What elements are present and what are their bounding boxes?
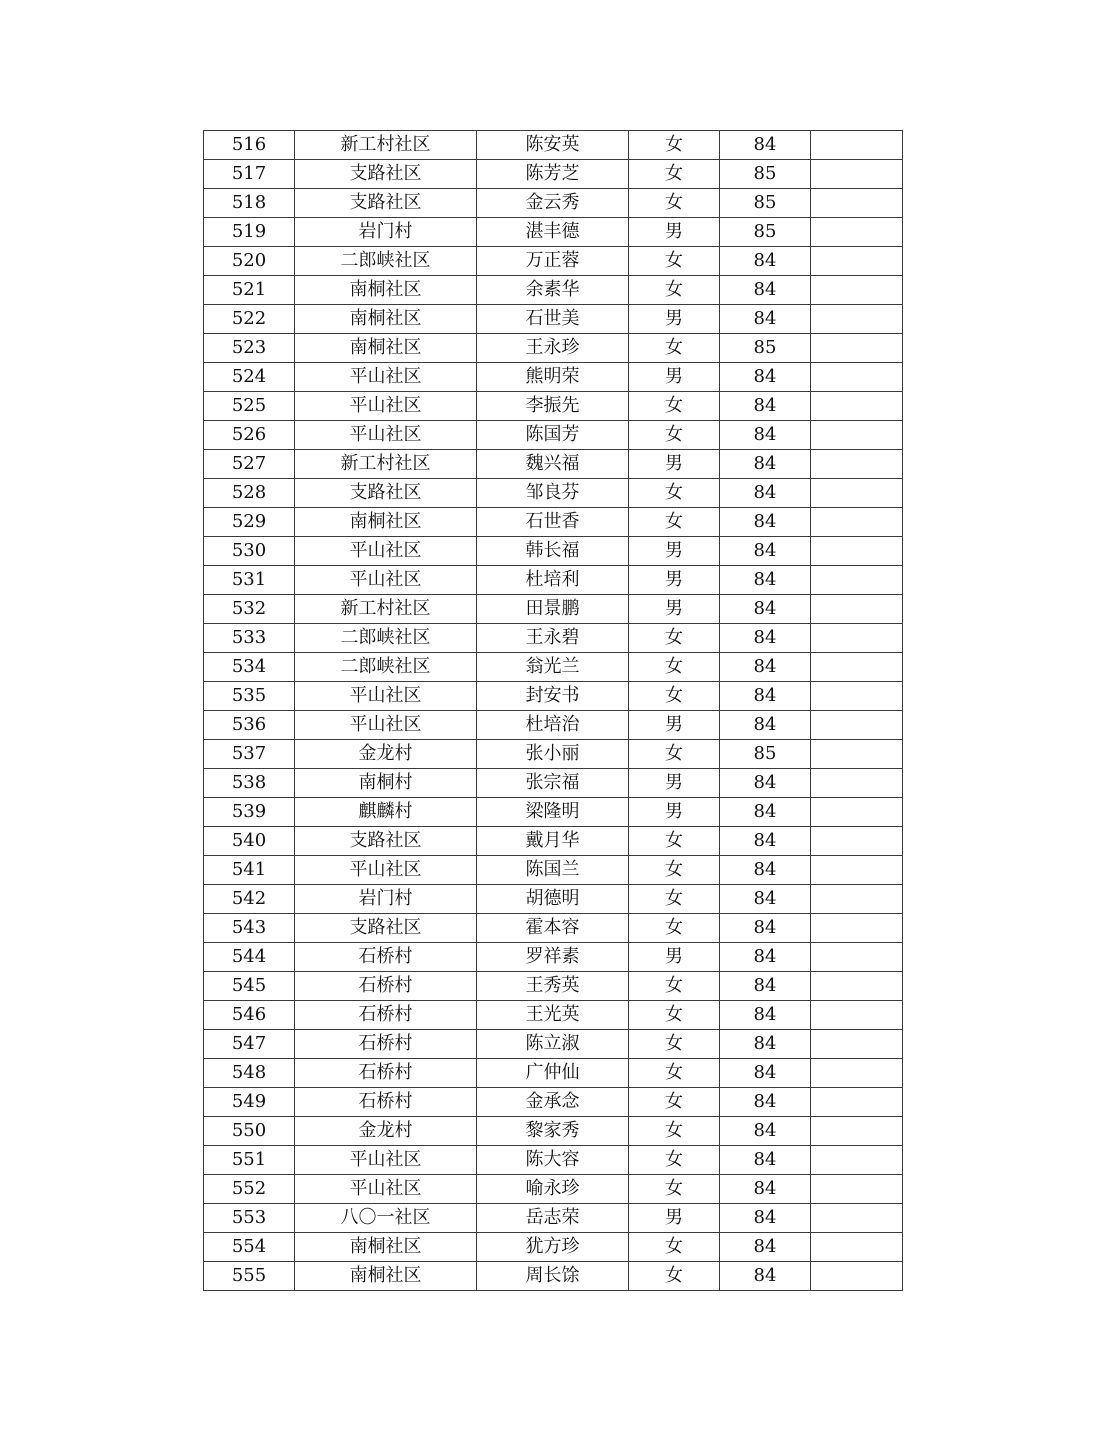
cell-name: 陈国芳 [477, 421, 629, 450]
cell-sex: 男 [629, 305, 720, 334]
cell-sex: 女 [629, 1088, 720, 1117]
cell-age: 84 [720, 595, 811, 624]
cell-sex: 女 [629, 1030, 720, 1059]
cell-number: 540 [204, 827, 295, 856]
cell-number: 539 [204, 798, 295, 827]
cell-sex: 男 [629, 798, 720, 827]
cell-age: 84 [720, 131, 811, 160]
table-row [204, 247, 903, 276]
cell-community: 石桥村 [295, 1001, 477, 1030]
cell-name: 金承念 [477, 1088, 629, 1117]
cell-note [811, 276, 903, 305]
cell-name: 霍本容 [477, 914, 629, 943]
cell-age: 84 [720, 682, 811, 711]
cell-age: 84 [720, 508, 811, 537]
cell-name: 杜培治 [477, 711, 629, 740]
cell-community: 平山社区 [295, 566, 477, 595]
cell-community: 南桐社区 [295, 1233, 477, 1262]
cell-sex: 女 [629, 1059, 720, 1088]
cell-number: 523 [204, 334, 295, 363]
cell-age: 84 [720, 856, 811, 885]
cell-sex: 女 [629, 682, 720, 711]
cell-note [811, 218, 903, 247]
cell-note [811, 1146, 903, 1175]
cell-note [811, 653, 903, 682]
cell-name: 广仲仙 [477, 1059, 629, 1088]
table-row [204, 1262, 903, 1291]
table-row [204, 1030, 903, 1059]
cell-age: 84 [720, 914, 811, 943]
cell-name: 石世美 [477, 305, 629, 334]
cell-sex: 女 [629, 1117, 720, 1146]
cell-age: 84 [720, 1262, 811, 1291]
cell-community: 石桥村 [295, 972, 477, 1001]
table-row [204, 1175, 903, 1204]
cell-sex: 男 [629, 595, 720, 624]
cell-number: 517 [204, 160, 295, 189]
cell-sex: 女 [629, 885, 720, 914]
cell-community: 南桐社区 [295, 334, 477, 363]
cell-community: 支路社区 [295, 914, 477, 943]
table-row [204, 1146, 903, 1175]
table-row [204, 131, 903, 160]
cell-note [811, 131, 903, 160]
cell-name: 陈芳芝 [477, 160, 629, 189]
table-row [204, 363, 903, 392]
cell-note [811, 450, 903, 479]
cell-community: 八〇一社区 [295, 1204, 477, 1233]
cell-age: 84 [720, 1088, 811, 1117]
table-row [204, 508, 903, 537]
cell-community: 平山社区 [295, 1146, 477, 1175]
cell-community: 平山社区 [295, 392, 477, 421]
table-row [204, 972, 903, 1001]
cell-community: 平山社区 [295, 682, 477, 711]
cell-number: 533 [204, 624, 295, 653]
cell-name: 魏兴福 [477, 450, 629, 479]
cell-number: 555 [204, 1262, 295, 1291]
cell-number: 534 [204, 653, 295, 682]
cell-number: 516 [204, 131, 295, 160]
cell-name: 翁光兰 [477, 653, 629, 682]
cell-age: 85 [720, 189, 811, 218]
cell-community: 支路社区 [295, 479, 477, 508]
cell-note [811, 827, 903, 856]
cell-name: 罗祥素 [477, 943, 629, 972]
cell-sex: 女 [629, 131, 720, 160]
cell-community: 麒麟村 [295, 798, 477, 827]
cell-note [811, 1204, 903, 1233]
cell-name: 梁隆明 [477, 798, 629, 827]
cell-note [811, 943, 903, 972]
cell-age: 84 [720, 1001, 811, 1030]
cell-age: 84 [720, 450, 811, 479]
cell-name: 陈安英 [477, 131, 629, 160]
cell-name: 王永珍 [477, 334, 629, 363]
cell-number: 519 [204, 218, 295, 247]
cell-age: 84 [720, 943, 811, 972]
cell-sex: 男 [629, 769, 720, 798]
cell-sex: 女 [629, 856, 720, 885]
cell-name: 岳志荣 [477, 1204, 629, 1233]
cell-sex: 男 [629, 450, 720, 479]
cell-age: 84 [720, 1117, 811, 1146]
cell-name: 邹良芬 [477, 479, 629, 508]
cell-number: 544 [204, 943, 295, 972]
cell-name: 陈大容 [477, 1146, 629, 1175]
cell-name: 陈立淑 [477, 1030, 629, 1059]
cell-note [811, 1117, 903, 1146]
table-row [204, 421, 903, 450]
cell-community: 南桐社区 [295, 1262, 477, 1291]
cell-name: 陈国兰 [477, 856, 629, 885]
cell-name: 周长馀 [477, 1262, 629, 1291]
cell-number: 543 [204, 914, 295, 943]
table-row [204, 160, 903, 189]
cell-age: 84 [720, 276, 811, 305]
table-row [204, 624, 903, 653]
table-row [204, 392, 903, 421]
cell-note [811, 392, 903, 421]
cell-community: 石桥村 [295, 1030, 477, 1059]
roster-table-body [204, 131, 903, 1291]
cell-note [811, 508, 903, 537]
table-row [204, 334, 903, 363]
cell-age: 84 [720, 1030, 811, 1059]
cell-number: 531 [204, 566, 295, 595]
cell-note [811, 1030, 903, 1059]
table-row [204, 653, 903, 682]
table-row [204, 740, 903, 769]
cell-age: 84 [720, 1175, 811, 1204]
cell-number: 546 [204, 1001, 295, 1030]
cell-sex: 女 [629, 653, 720, 682]
cell-age: 84 [720, 653, 811, 682]
cell-name: 李振先 [477, 392, 629, 421]
cell-sex: 男 [629, 537, 720, 566]
cell-age: 84 [720, 972, 811, 1001]
cell-number: 550 [204, 1117, 295, 1146]
cell-age: 84 [720, 1146, 811, 1175]
cell-number: 526 [204, 421, 295, 450]
cell-note [811, 1059, 903, 1088]
cell-note [811, 740, 903, 769]
cell-community: 南桐村 [295, 769, 477, 798]
cell-note [811, 334, 903, 363]
cell-note [811, 1088, 903, 1117]
cell-number: 552 [204, 1175, 295, 1204]
cell-community: 二郎峡社区 [295, 653, 477, 682]
cell-sex: 女 [629, 1262, 720, 1291]
cell-note [811, 885, 903, 914]
cell-note [811, 769, 903, 798]
cell-community: 金龙村 [295, 1117, 477, 1146]
cell-sex: 女 [629, 972, 720, 1001]
cell-community: 新工村社区 [295, 595, 477, 624]
table-row [204, 711, 903, 740]
cell-name: 胡德明 [477, 885, 629, 914]
cell-name: 王永碧 [477, 624, 629, 653]
cell-name: 封安书 [477, 682, 629, 711]
cell-sex: 男 [629, 711, 720, 740]
cell-number: 537 [204, 740, 295, 769]
cell-community: 石桥村 [295, 1088, 477, 1117]
cell-sex: 女 [629, 160, 720, 189]
cell-note [811, 479, 903, 508]
cell-community: 平山社区 [295, 1175, 477, 1204]
cell-note [811, 1233, 903, 1262]
cell-number: 547 [204, 1030, 295, 1059]
cell-age: 84 [720, 1204, 811, 1233]
cell-sex: 女 [629, 914, 720, 943]
cell-note [811, 363, 903, 392]
table-row [204, 1117, 903, 1146]
cell-community: 新工村社区 [295, 450, 477, 479]
cell-sex: 男 [629, 566, 720, 595]
cell-age: 84 [720, 392, 811, 421]
table-row [204, 218, 903, 247]
cell-number: 520 [204, 247, 295, 276]
cell-number: 528 [204, 479, 295, 508]
table-row [204, 1204, 903, 1233]
cell-number: 532 [204, 595, 295, 624]
cell-number: 522 [204, 305, 295, 334]
cell-age: 85 [720, 218, 811, 247]
cell-community: 岩门村 [295, 885, 477, 914]
cell-number: 542 [204, 885, 295, 914]
cell-community: 岩门村 [295, 218, 477, 247]
cell-sex: 女 [629, 334, 720, 363]
table-row [204, 798, 903, 827]
cell-community: 平山社区 [295, 711, 477, 740]
cell-note [811, 595, 903, 624]
cell-note [811, 566, 903, 595]
table-row [204, 682, 903, 711]
cell-sex: 女 [629, 479, 720, 508]
cell-age: 84 [720, 537, 811, 566]
cell-sex: 女 [629, 247, 720, 276]
cell-note [811, 1175, 903, 1204]
cell-note [811, 972, 903, 1001]
table-row [204, 566, 903, 595]
cell-community: 二郎峡社区 [295, 247, 477, 276]
cell-number: 538 [204, 769, 295, 798]
cell-age: 84 [720, 1233, 811, 1262]
table-row [204, 189, 903, 218]
cell-note [811, 1001, 903, 1030]
cell-age: 84 [720, 885, 811, 914]
cell-name: 石世香 [477, 508, 629, 537]
cell-number: 527 [204, 450, 295, 479]
cell-age: 84 [720, 798, 811, 827]
cell-name: 王光英 [477, 1001, 629, 1030]
table-row [204, 479, 903, 508]
cell-name: 犹方珍 [477, 1233, 629, 1262]
table-row [204, 885, 903, 914]
cell-age: 85 [720, 160, 811, 189]
roster-table [203, 130, 903, 1291]
cell-number: 518 [204, 189, 295, 218]
cell-sex: 男 [629, 943, 720, 972]
cell-name: 湛丰德 [477, 218, 629, 247]
cell-age: 85 [720, 740, 811, 769]
table-row [204, 305, 903, 334]
cell-sex: 女 [629, 508, 720, 537]
table-row [204, 276, 903, 305]
cell-community: 支路社区 [295, 189, 477, 218]
cell-number: 551 [204, 1146, 295, 1175]
table-row [204, 769, 903, 798]
cell-note [811, 711, 903, 740]
cell-number: 524 [204, 363, 295, 392]
cell-sex: 女 [629, 1233, 720, 1262]
table-row [204, 943, 903, 972]
cell-name: 戴月华 [477, 827, 629, 856]
cell-community: 平山社区 [295, 363, 477, 392]
cell-age: 84 [720, 624, 811, 653]
cell-community: 石桥村 [295, 1059, 477, 1088]
cell-note [811, 856, 903, 885]
cell-name: 熊明荣 [477, 363, 629, 392]
cell-number: 554 [204, 1233, 295, 1262]
cell-name: 张小丽 [477, 740, 629, 769]
cell-sex: 女 [629, 827, 720, 856]
cell-sex: 女 [629, 1175, 720, 1204]
cell-number: 536 [204, 711, 295, 740]
cell-number: 541 [204, 856, 295, 885]
table-row [204, 1059, 903, 1088]
cell-number: 529 [204, 508, 295, 537]
cell-number: 545 [204, 972, 295, 1001]
cell-community: 新工村社区 [295, 131, 477, 160]
cell-number: 553 [204, 1204, 295, 1233]
cell-community: 南桐社区 [295, 508, 477, 537]
table-row [204, 856, 903, 885]
cell-age: 84 [720, 1059, 811, 1088]
cell-number: 548 [204, 1059, 295, 1088]
cell-community: 石桥村 [295, 943, 477, 972]
table-row [204, 1088, 903, 1117]
cell-sex: 女 [629, 276, 720, 305]
cell-note [811, 537, 903, 566]
cell-name: 王秀英 [477, 972, 629, 1001]
cell-sex: 女 [629, 1001, 720, 1030]
table-row [204, 1233, 903, 1262]
cell-note [811, 798, 903, 827]
cell-note [811, 624, 903, 653]
cell-name: 万正蓉 [477, 247, 629, 276]
cell-community: 平山社区 [295, 537, 477, 566]
cell-sex: 男 [629, 363, 720, 392]
cell-sex: 女 [629, 421, 720, 450]
cell-age: 84 [720, 566, 811, 595]
cell-number: 530 [204, 537, 295, 566]
cell-name: 韩长福 [477, 537, 629, 566]
table-row [204, 914, 903, 943]
cell-note [811, 189, 903, 218]
cell-age: 84 [720, 827, 811, 856]
cell-community: 金龙村 [295, 740, 477, 769]
table-row [204, 450, 903, 479]
cell-number: 535 [204, 682, 295, 711]
table-row [204, 595, 903, 624]
cell-community: 南桐社区 [295, 305, 477, 334]
cell-community: 平山社区 [295, 856, 477, 885]
table-row [204, 827, 903, 856]
cell-number: 525 [204, 392, 295, 421]
cell-sex: 男 [629, 218, 720, 247]
cell-note [811, 421, 903, 450]
cell-name: 田景鹏 [477, 595, 629, 624]
cell-sex: 女 [629, 740, 720, 769]
cell-name: 黎家秀 [477, 1117, 629, 1146]
cell-name: 金云秀 [477, 189, 629, 218]
table-row [204, 1001, 903, 1030]
cell-number: 521 [204, 276, 295, 305]
cell-number: 549 [204, 1088, 295, 1117]
cell-age: 84 [720, 421, 811, 450]
cell-age: 84 [720, 479, 811, 508]
cell-community: 支路社区 [295, 160, 477, 189]
cell-name: 余素华 [477, 276, 629, 305]
cell-community: 二郎峡社区 [295, 624, 477, 653]
cell-community: 支路社区 [295, 827, 477, 856]
cell-note [811, 682, 903, 711]
cell-age: 84 [720, 363, 811, 392]
cell-age: 84 [720, 711, 811, 740]
cell-name: 张宗福 [477, 769, 629, 798]
cell-note [811, 160, 903, 189]
cell-note [811, 305, 903, 334]
cell-age: 84 [720, 305, 811, 334]
cell-sex: 女 [629, 624, 720, 653]
cell-community: 平山社区 [295, 421, 477, 450]
cell-note [811, 914, 903, 943]
cell-sex: 女 [629, 189, 720, 218]
cell-note [811, 1262, 903, 1291]
cell-community: 南桐社区 [295, 276, 477, 305]
cell-name: 杜培利 [477, 566, 629, 595]
cell-age: 85 [720, 334, 811, 363]
cell-note [811, 247, 903, 276]
cell-age: 84 [720, 769, 811, 798]
cell-sex: 女 [629, 392, 720, 421]
cell-sex: 女 [629, 1146, 720, 1175]
cell-age: 84 [720, 247, 811, 276]
cell-sex: 男 [629, 1204, 720, 1233]
table-row [204, 537, 903, 566]
cell-name: 喻永珍 [477, 1175, 629, 1204]
